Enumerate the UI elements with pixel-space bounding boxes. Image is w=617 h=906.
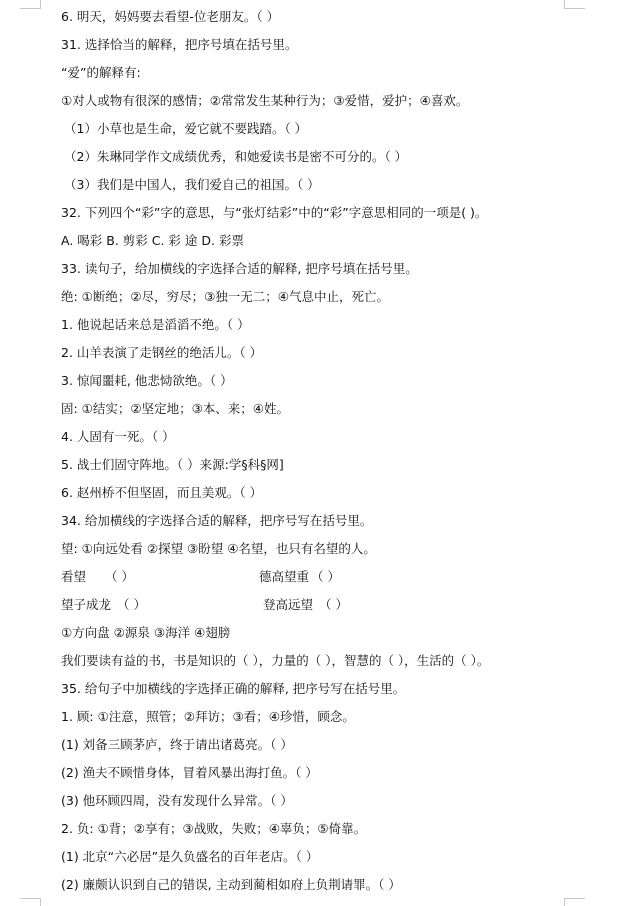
text-line: 我们要读有益的书，书是知识的（ ），力量的（ ），智慧的（ ），生活的（ ）。 [61,653,490,668]
text-line: 固: ①结实；②坚定地；③本、来；④姓。 [61,401,290,416]
word-grid-row [61,597,561,613]
text-line: 1. 顾: ①注意，照管；②拜访；③看；④珍惜，顾念。 [61,709,355,724]
grid-blank: （ ） [105,569,134,584]
text-line: (2) 渔夫不顾惜身体，冒着风暴出海打鱼。（ ） [61,765,318,780]
grid-blank: （ ） [117,597,146,612]
grid-word: 登高远望 [263,597,314,612]
crop-mark-top-left-h [20,8,41,9]
text-line: 3. 惊闻噩耗, 他悲恸欲绝。（ ） [61,373,233,388]
text-line: 5. 战士们固守阵地。（ ）来源:学§科§网] [61,457,284,472]
text-line: (1) 刘备三顾茅庐，终于请出诸葛亮。（ ） [61,737,293,752]
grid-blank: （ ） [311,569,340,584]
crop-mark-bottom-right [564,898,565,906]
question-heading: 32. 下列四个“彩”字的意思，与“张灯结彩”中的“彩”字意思相同的一项是( )。 [61,205,488,220]
text-line: （2）朱琳同学作文成绩优秀，和她爱读书是密不可分的。（ ） [64,149,408,164]
text-line: (1) 北京“六必居”是久负盛名的百年老店。（ ） [61,849,319,864]
grid-word: 德高望重 [259,569,310,584]
text-line: 6. 明天，妈妈要去看望-位老朋友。（ ） [61,9,280,24]
crop-mark-bottom-left-h [20,898,41,899]
grid-word: 望子成龙 [61,597,112,612]
crop-mark-top-right [564,0,565,8]
text-line: （1）小草也是生命，爱它就不要践踏。（ ） [64,121,308,136]
text-line: “爱”的解释有: [61,65,141,80]
text-line: (2) 廉颇认识到自己的错误, 主动到蔺相如府上负荆请罪。（ ） [61,877,401,892]
text-line: 1. 他说起话来总是滔滔不绝。（ ） [61,317,250,332]
grid-blank: （ ） [319,597,348,612]
crop-mark-top-left [40,0,41,8]
text-line: 4. 人固有一死。（ ） [61,429,175,444]
question-heading: 31. 选择恰当的解释，把序号填在括号里。 [61,37,298,52]
grid-word: 看望 [61,569,87,584]
question-heading: 34. 给加横线的字选择合适的解释，把序号写在括号里。 [61,513,373,528]
text-line: ①对人或物有很深的感情；②常常发生某种行为；③爱惜，爱护；④喜欢。 [61,93,469,108]
text-line: (3) 他环顾四周，没有发现什么异常。（ ） [61,793,293,808]
crop-mark-bottom-right-h [564,898,585,899]
answer-options: ①方向盘 ②源泉 ③海洋 ④翅膀 [61,625,231,640]
word-grid-row [61,569,561,585]
text-line: 绝: ①断绝；②尽，穷尽；③独一无二；④气息中止，死亡。 [61,289,390,304]
answer-options: A. 喝彩 B. 剪彩 C. 彩 途 D. 彩票 [61,233,244,248]
text-line: 6. 赵州桥不但坚固，而且美观。（ ） [61,485,263,500]
text-line: （3）我们是中国人，我们爱自己的祖国。（ ） [64,177,320,192]
crop-mark-bottom-left [40,898,41,906]
text-line: 望: ①向远处看 ②探望 ③盼望 ④名望，也只有名望的人。 [61,541,376,556]
text-line: 2. 负: ①背；②享有；③战败，失败；④辜负；⑤倚靠。 [61,821,367,836]
crop-mark-top-right-h [564,8,585,9]
text-line: 2. 山羊表演了走钢丝的绝活儿。（ ） [61,345,263,360]
question-heading: 35. 给句子中加横线的字选择正确的解释, 把序号写在括号里。 [61,681,406,696]
question-heading: 33. 读句子，给加横线的字选择合适的解释, 把序号填在括号里。 [61,261,418,276]
